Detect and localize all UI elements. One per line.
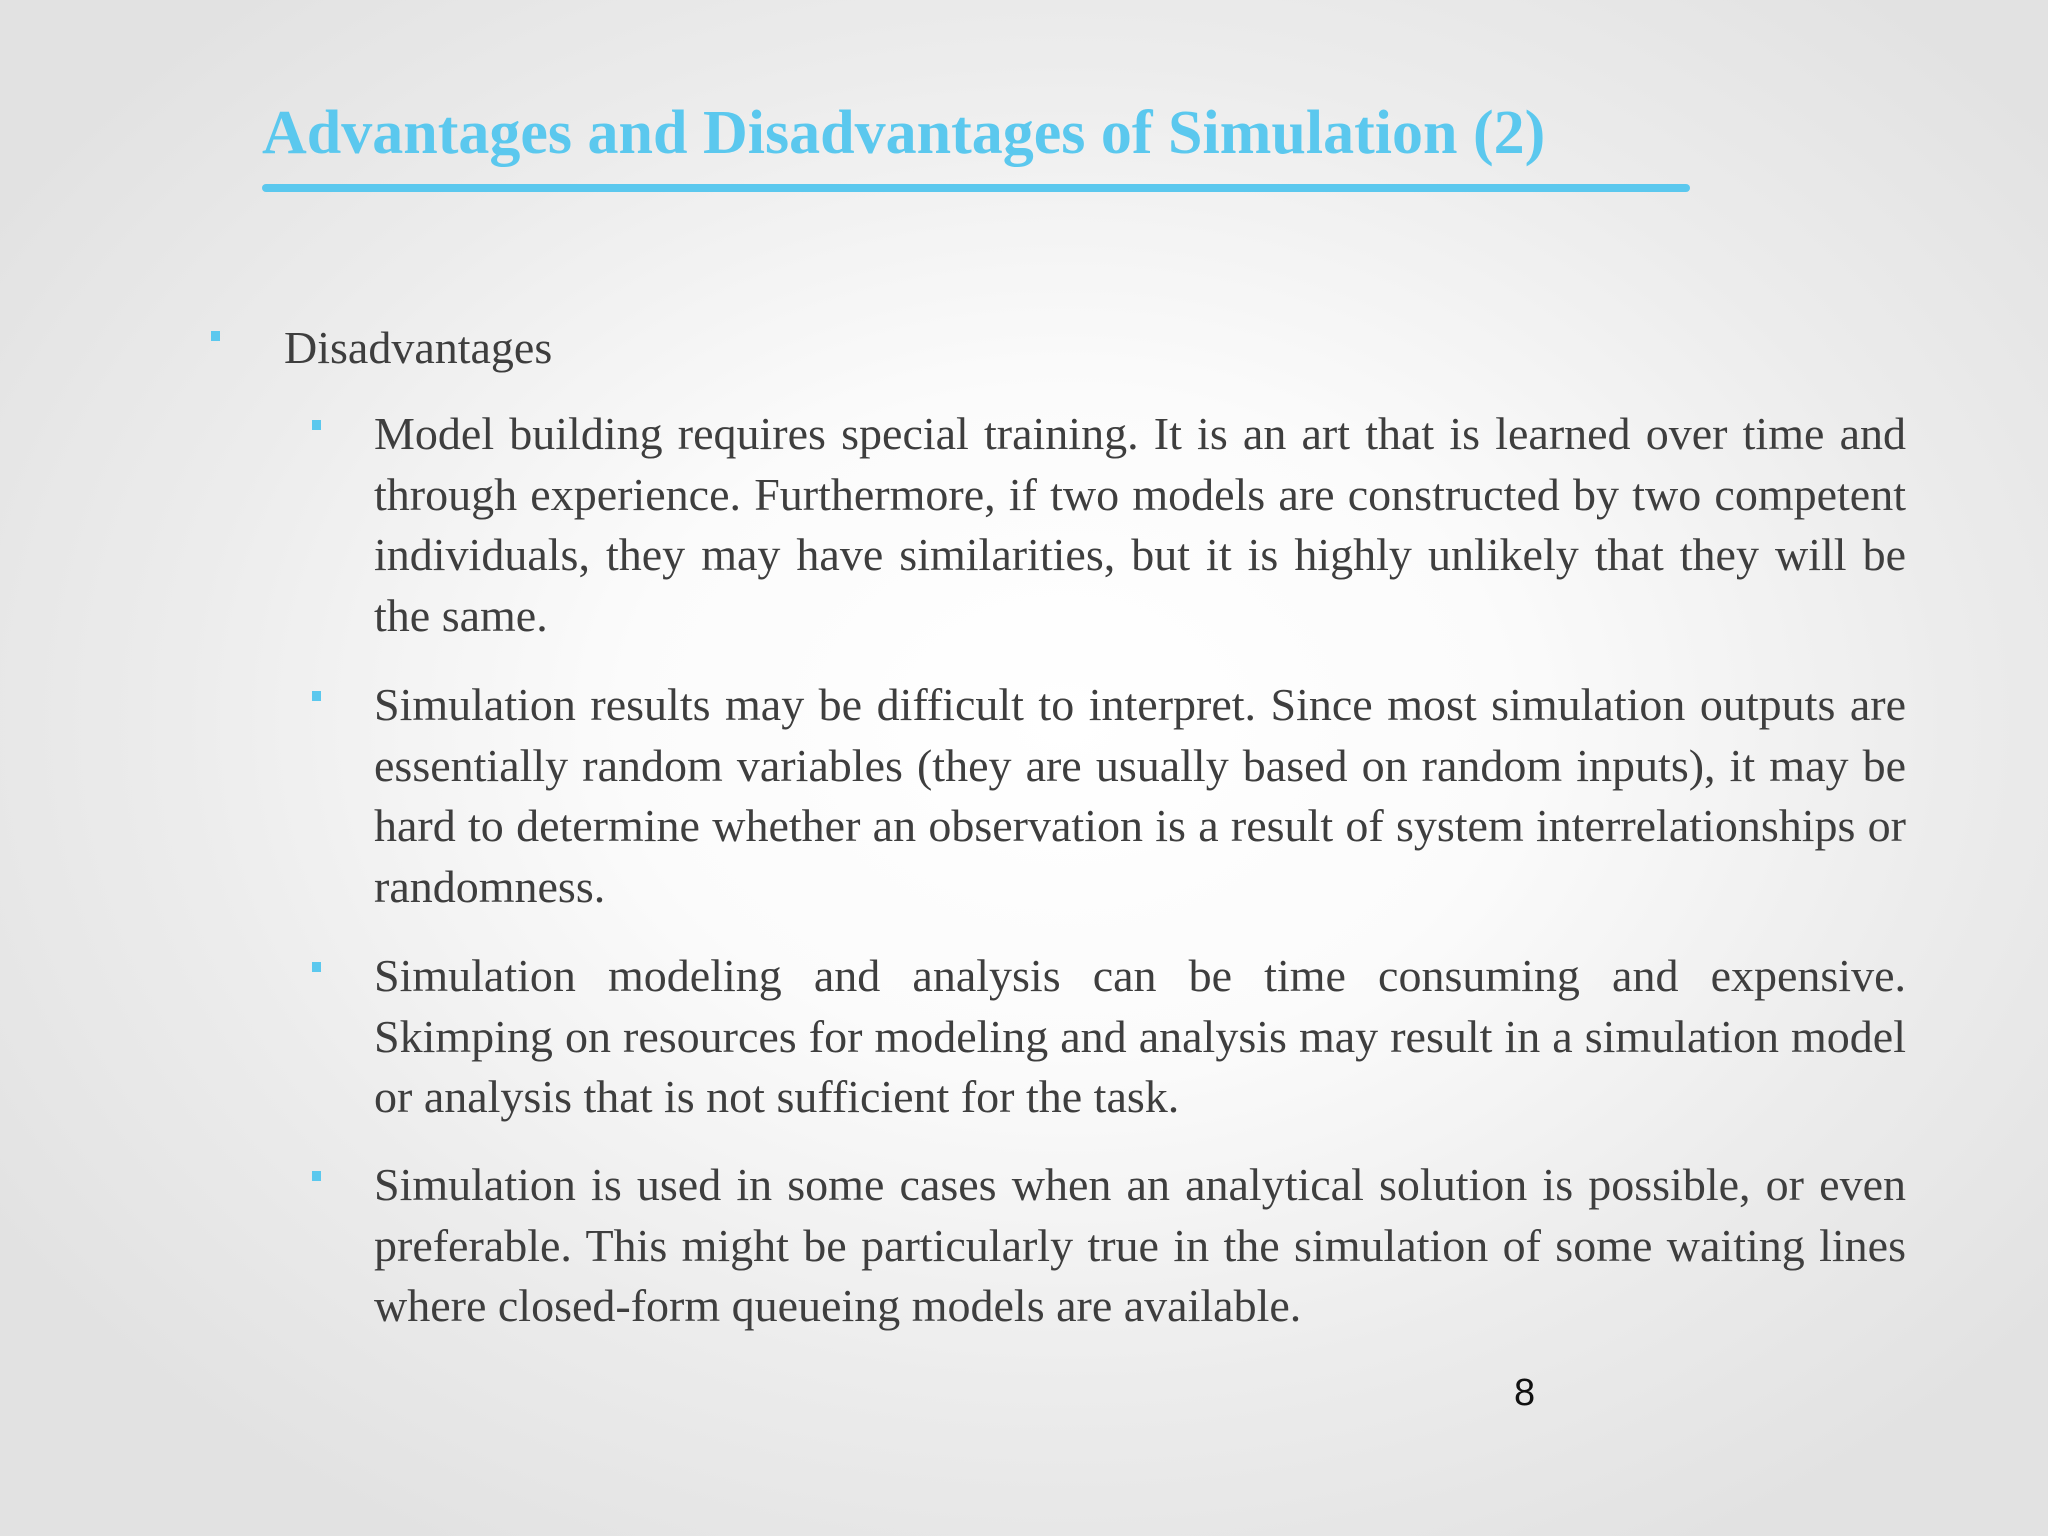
bullet-icon xyxy=(211,331,220,341)
bullet-icon xyxy=(312,691,321,701)
disadvantage-item-2: Simulation results may be difficult to interpret. Since most simulation outputs are essentially random variables (they are usually based on random inputs), it may be hard to determine whether an observation is a result of system interrelationships or randomness. xyxy=(374,679,1906,912)
disadvantage-item-1: Model building requires special training. It is an art that is learned over time and through experience. Furthermore, if two models are constructed by two competent individuals, they may have similarities, but it is highly unlikely that they will be the same. xyxy=(374,408,1906,641)
section-label-disadvantages: Disadvantages xyxy=(284,322,553,373)
bullet-icon xyxy=(312,962,321,972)
bullet-icon xyxy=(312,1171,321,1181)
disadvantage-item-4: Simulation is used in some cases when an analytical solution is possible, or even preferable. This might be particularly true in the simulation of some waiting lines where closed-form queueing models are available. xyxy=(374,1159,1906,1331)
title-underline xyxy=(262,184,1690,192)
bullet-icon xyxy=(312,420,321,430)
slide-title: Advantages and Disadvantages of Simulation (2) xyxy=(262,99,1546,167)
disadvantage-item-3: Simulation modeling and analysis can be time consuming and expensive. Skimping on resources for modeling and analysis may result in a simulation model or analysis that is not sufficient for the task. xyxy=(374,950,1906,1122)
page-number: 8 xyxy=(1514,1372,1536,1414)
